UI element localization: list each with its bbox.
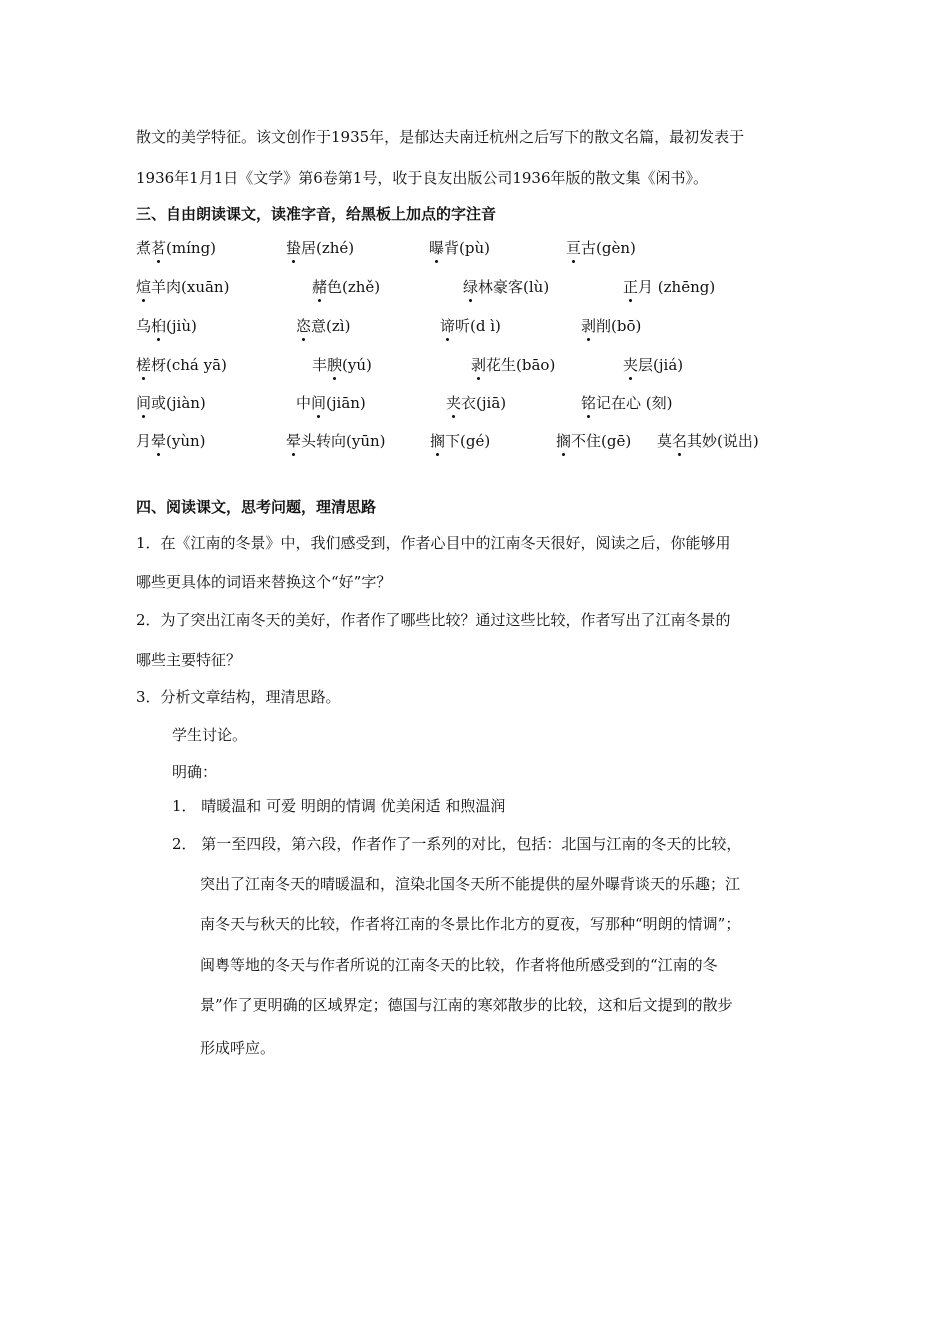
dotted-character: 蛰 — [286, 239, 302, 257]
word-suffix-with-pinyin: 背(pù) — [444, 239, 490, 257]
pinyin-item — [581, 316, 641, 336]
pinyin-item — [446, 393, 506, 413]
dotted-character: 剥 — [471, 356, 487, 374]
dotted-character: 名 — [672, 432, 688, 450]
section-3-heading: 三、自由朗读课文，读准字音，给黑板上加点的字注音 — [136, 205, 497, 223]
answer-2-line-3: 南冬天与秋天的比较，作者将江南的冬景比作北方的夏夜，写那种“明朗的情调”； — [200, 915, 741, 933]
pinyin-item — [440, 316, 501, 336]
pinyin-item — [136, 393, 206, 413]
dotted-character: 赭 — [312, 278, 328, 296]
word-suffix-with-pinyin: 层(jiá) — [638, 356, 684, 374]
dotted-character: 槎 — [136, 356, 152, 374]
word-suffix-with-pinyin: 不住(gē) — [571, 432, 632, 450]
word-suffix-with-pinyin: (yú) — [342, 356, 372, 374]
answer-2-line-4: 闽粤等地的冬天与作者所说的江南冬天的比较，作者将他所感受到的“江南的冬 — [200, 956, 718, 974]
dotted-character: 茗 — [151, 239, 167, 257]
answer-1: 1． 晴暖温和 可爱 明朗的情调 优美闲适 和煦温润 — [172, 797, 506, 815]
pinyin-item — [556, 431, 631, 451]
word-suffix-with-pinyin: 居(zhé) — [301, 239, 355, 257]
dotted-character: 搁 — [556, 432, 572, 450]
pinyin-item — [136, 277, 229, 297]
pinyin-item — [566, 238, 636, 258]
word-suffix-with-pinyin: 林豪客(lù) — [478, 278, 550, 296]
question-2-line-2: 哪些主要特征？ — [136, 651, 242, 669]
word-suffix-with-pinyin: 羊肉(xuān) — [151, 278, 230, 296]
pinyin-item — [312, 355, 372, 375]
intro-line-1: 散文的美学特征。该文创作于1935年，是郁达夫南迁杭州之后写下的散文名篇，最初发表于 — [136, 128, 745, 146]
dotted-character: 正 — [623, 278, 639, 296]
answer-2-line-6: 形成呼应。 — [200, 1039, 276, 1057]
dotted-character: 间 — [136, 394, 152, 412]
pinyin-item — [581, 393, 673, 413]
dotted-character: 夹 — [446, 394, 462, 412]
dotted-character: 搁 — [430, 432, 446, 450]
dotted-character: 曝 — [429, 239, 445, 257]
pinyin-item — [296, 393, 366, 413]
word-suffix-with-pinyin: 意(zì) — [311, 317, 351, 335]
pinyin-item — [623, 355, 683, 375]
word-prefix: 莫 — [657, 432, 673, 450]
question-1-line-1: 1．在《江南的冬景》中，我们感受到，作者心目中的江南冬天很好，阅读之后，你能够用 — [136, 534, 731, 552]
word-prefix: 中 — [296, 394, 312, 412]
word-suffix-with-pinyin: 下(gé) — [445, 432, 491, 450]
pinyin-item — [136, 431, 206, 451]
dotted-character: 剥 — [581, 317, 597, 335]
pinyin-item — [471, 355, 555, 375]
pinyin-item — [657, 431, 759, 451]
discussion-label: 学生讨论。 — [172, 726, 248, 744]
word-suffix-with-pinyin: 或(jiàn) — [151, 394, 206, 412]
word-suffix-with-pinyin: (jiù) — [166, 317, 197, 335]
pinyin-item — [430, 431, 490, 451]
word-prefix: 煮 — [136, 239, 152, 257]
pinyin-item — [296, 316, 350, 336]
pinyin-item — [623, 277, 715, 297]
dotted-character: 谛 — [440, 317, 456, 335]
pinyin-item — [463, 277, 549, 297]
word-suffix-with-pinyin: 花生(bāo) — [486, 356, 556, 374]
pinyin-item — [286, 431, 386, 451]
word-suffix-with-pinyin: 枒(chá yā) — [151, 356, 227, 374]
dotted-character: 煊 — [136, 278, 152, 296]
word-suffix-with-pinyin: (yùn) — [166, 432, 206, 450]
pinyin-item — [312, 277, 380, 297]
word-prefix: 丰 — [312, 356, 328, 374]
dotted-character: 晕 — [151, 432, 167, 450]
pinyin-item — [286, 238, 354, 258]
dotted-character: 桕 — [151, 317, 167, 335]
word-suffix-with-pinyin: 古(gèn) — [581, 239, 636, 257]
word-suffix-with-pinyin: 头转向(yūn) — [301, 432, 386, 450]
word-suffix-with-pinyin: (míng) — [166, 239, 217, 257]
word-suffix-with-pinyin: 月 (zhēng) — [638, 278, 716, 296]
question-2-line-1: 2．为了突出江南冬天的美好，作者作了哪些比较？通过这些比较，作者写出了江南冬景的 — [136, 611, 731, 629]
dotted-character: 亘 — [566, 239, 582, 257]
word-suffix-with-pinyin: 削(bō) — [596, 317, 642, 335]
pinyin-item — [136, 238, 216, 258]
word-suffix-with-pinyin: 色(zhě) — [327, 278, 381, 296]
word-suffix-with-pinyin: 其妙(说出) — [687, 432, 759, 450]
dotted-character: 晕 — [286, 432, 302, 450]
pinyin-item — [136, 355, 227, 375]
word-suffix-with-pinyin: 记在心 (刻) — [596, 394, 673, 412]
dotted-character: 绿 — [463, 278, 479, 296]
word-prefix: 乌 — [136, 317, 152, 335]
dotted-character: 铭 — [581, 394, 597, 412]
dotted-character: 间 — [311, 394, 327, 412]
intro-line-2: 1936年1月1日《文学》第6卷第1号，收于良友出版公司1936年版的散文集《闲书》。 — [136, 169, 709, 187]
answer-2-line-1: 2． 第一至四段，第六段，作者作了一系列的对比，包括：北国与江南的冬天的比较， — [172, 835, 742, 853]
word-prefix: 月 — [136, 432, 152, 450]
section-4-heading: 四、阅读课文，思考问题，理清思路 — [136, 498, 377, 516]
dotted-character: 夹 — [623, 356, 639, 374]
pinyin-item — [136, 316, 197, 336]
question-1-line-2: 哪些更具体的词语来替换这个“好”字？ — [136, 573, 392, 591]
word-suffix-with-pinyin: 衣(jiā) — [461, 394, 507, 412]
clarify-label: 明确： — [172, 763, 218, 781]
pinyin-item — [429, 238, 490, 258]
answer-2-line-5: 景”作了更明确的区域界定；德国与江南的寒郊散步的比较，这和后文提到的散步 — [200, 996, 733, 1014]
dotted-character: 腴 — [327, 356, 343, 374]
word-suffix-with-pinyin: (jiān) — [326, 394, 366, 412]
question-3: 3．分析文章结构，理清思路。 — [136, 688, 341, 706]
answer-2-line-2: 突出了江南冬天的晴暖温和，渲染北国冬天所不能提供的屋外曝背谈天的乐趣；江 — [200, 875, 741, 893]
word-suffix-with-pinyin: 听(d ì) — [455, 317, 501, 335]
dotted-character: 恣 — [296, 317, 312, 335]
